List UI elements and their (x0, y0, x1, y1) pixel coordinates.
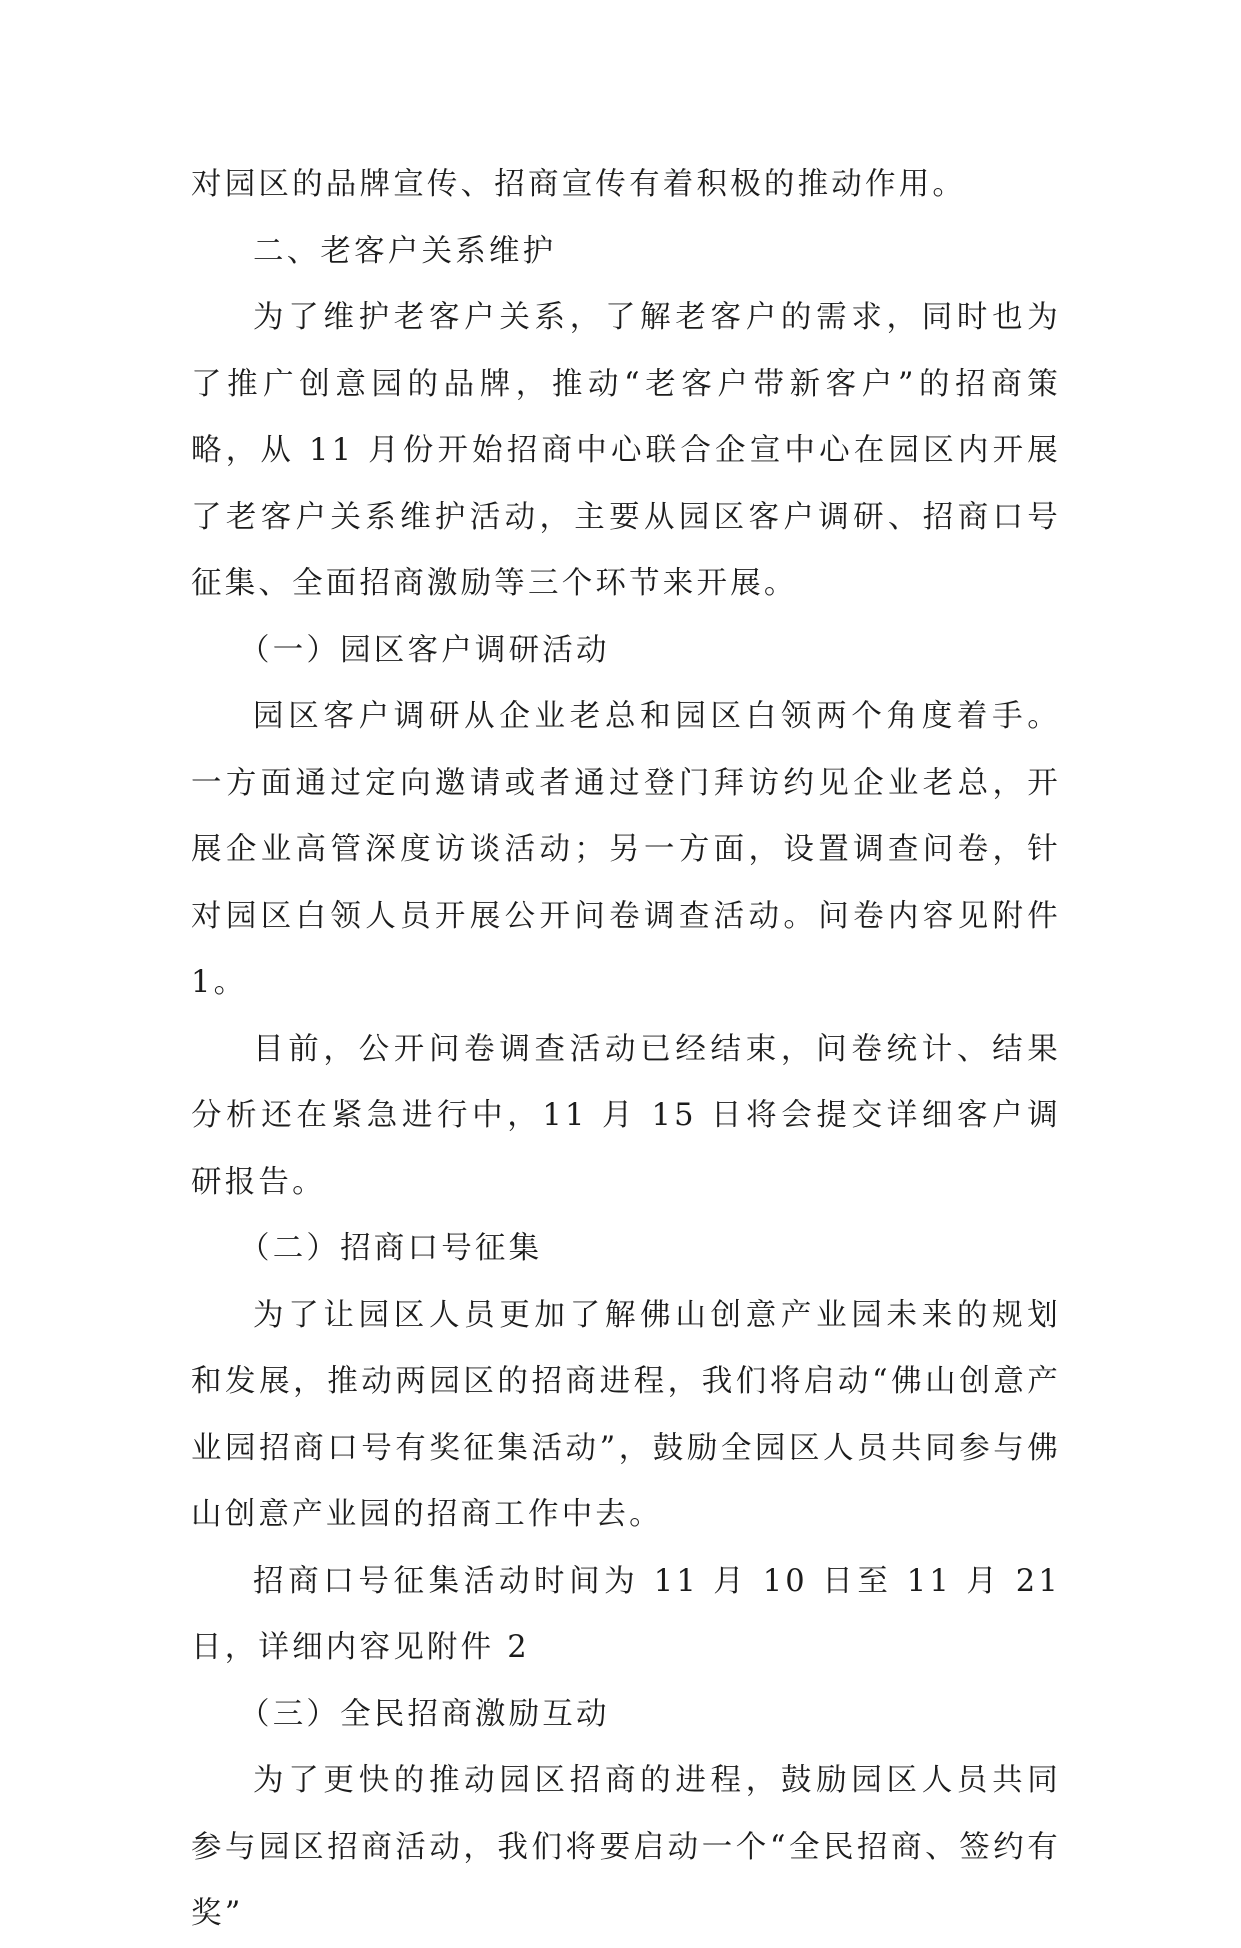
subheading-slogan-collection: （二）招商口号征集 (239, 1231, 543, 1266)
section-heading-client-maintenance: 二、老客户关系维护 (253, 233, 557, 269)
paragraph-incentive-intro: 为了更快的推动园区招商的进程，鼓励园区人员共同参与园区招商活动，我们将要启动一个“全民招商、签约有奖” (191, 1763, 1061, 1931)
paragraph-slogan-purpose: 为了让园区人员更加了解佛山创意产业园未来的规划和发展，推动两园区的招商进程，我们将启动“佛山创意产业园招商口号有奖征集活动”，鼓励全园区人员共同参与佛山创意产业园的招商工作中去。 (191, 1297, 1061, 1532)
paragraph-slogan-schedule: 招商口号征集活动时间为 11 月 10 日至 11 月 21 日，详细内容见附件 2 (191, 1563, 1061, 1665)
subheading-incentive: （三）全民招商激励互动 (239, 1696, 610, 1732)
subheading-client-survey: （一）园区客户调研活动 (239, 632, 610, 668)
paragraph-survey-status: 目前，公开问卷调查活动已经结束，问卷统计、结果分析还在紧急进行中，11 月 15 日将会提交详细客户调研报告。 (191, 1031, 1061, 1200)
paragraph-survey-method: 园区客户调研从企业老总和园区白领两个角度着手。一方面通过定向邀请或者通过登门拜访约见企业老总，开展企业高管深度访谈活动；另一方面，设置调查问卷，针对园区白领人员开展公开问卷调查活动。问卷内容见附件 1。 (191, 699, 1061, 1000)
paragraph-maintenance-intro: 为了维护老客户关系，了解老客户的需求，同时也为了推广创意园的品牌，推动“老客户带新客户”的招商策略，从 11 月份开始招商中心联合企宣中心在园区内开展了老客户关系维护活动，主要从园区客户调研、招商口号征集、全面招商激励等三个环节来开展。 (191, 300, 1061, 601)
document-body (191, 152, 1061, 1948)
paragraph-brand-promotion: 对园区的品牌宣传、招商宣传有着积极的推动作用。 (191, 167, 967, 202)
